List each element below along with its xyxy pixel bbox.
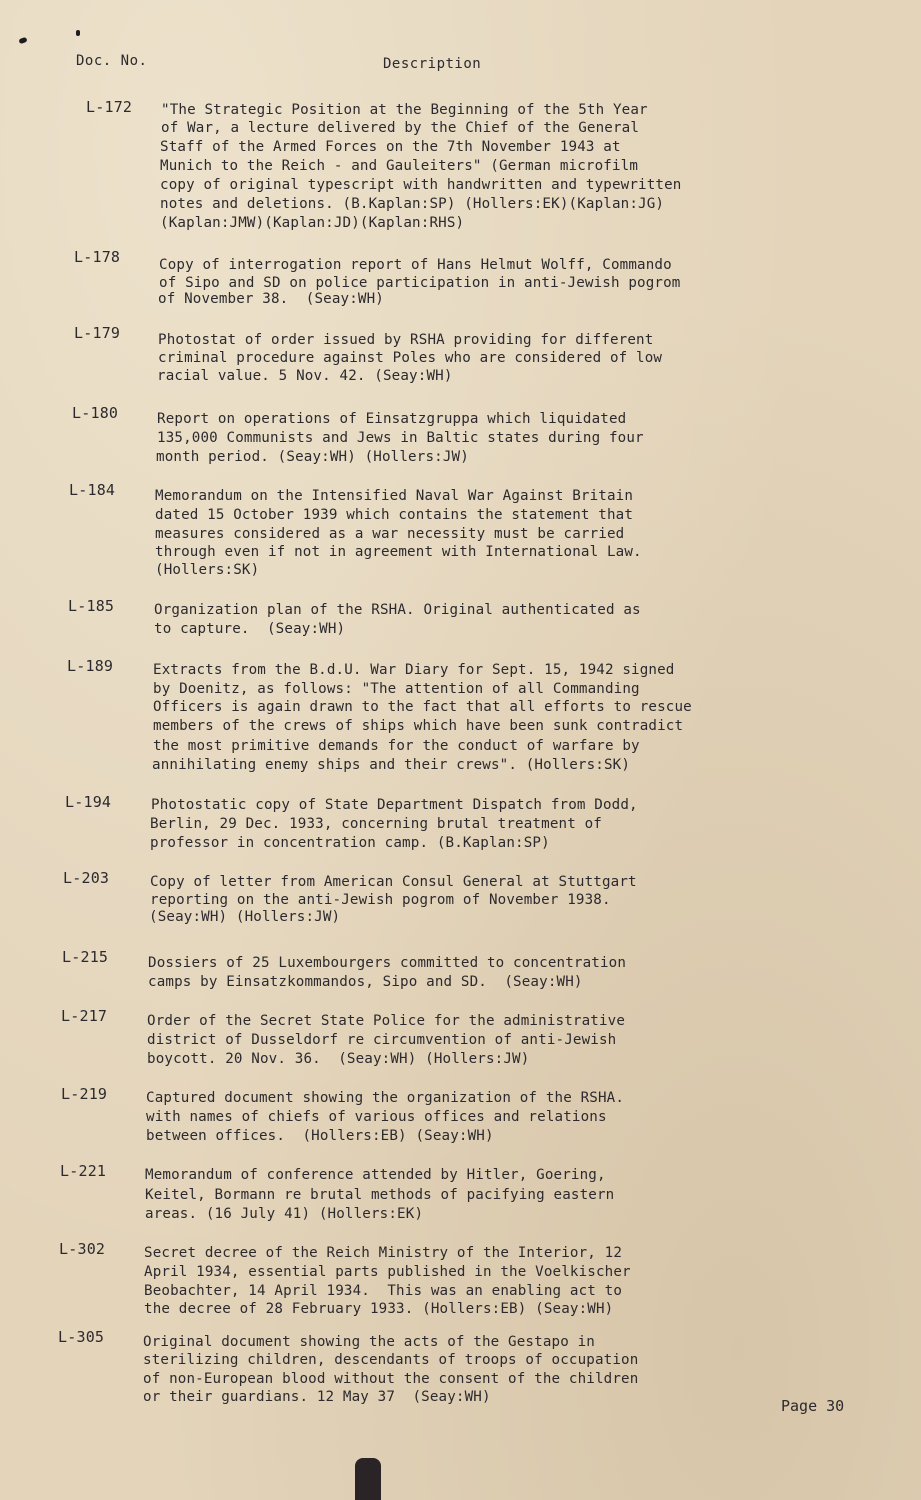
entry-line: Memorandum on the Intensified Naval War Against Britain bbox=[155, 488, 634, 504]
header-description: Description bbox=[383, 56, 482, 72]
entry-line: areas. (16 July 41) (Hollers:EK) bbox=[145, 1206, 424, 1222]
entry-line: Berlin, 29 Dec. 1933, concerning brutal treatment of bbox=[150, 816, 602, 832]
entry-line: camps by Einsatzkommandos, Sipo and SD. (Seay:WH) bbox=[148, 974, 583, 990]
entry-line: notes and deletions. (B.Kaplan:SP) (Hollers:EK)(Kaplan:JG) bbox=[160, 196, 665, 212]
doc-number: L-215 bbox=[62, 948, 109, 966]
entry-line: reporting on the anti-Jewish pogrom of November 1938. bbox=[150, 892, 611, 908]
entry-line: Officers is again drawn to the fact that all efforts to rescue bbox=[153, 699, 692, 715]
doc-number: L-219 bbox=[61, 1085, 108, 1103]
entry-line: with names of chiefs of various offices and relations bbox=[146, 1109, 607, 1125]
entry-line: annihilating enemy ships and their crews". (Hollers:SK) bbox=[152, 757, 631, 773]
entry-line: Munich to the Reich - and Gauleiters" (German microfilm bbox=[160, 158, 639, 174]
entry-line: 135,000 Communists and Jews in Baltic states during four bbox=[157, 430, 644, 446]
entry-line: (Kaplan:JMW)(Kaplan:JD)(Kaplan:RHS) bbox=[160, 215, 465, 231]
entry-line: by Doenitz, as follows: "The attention of all Commanding bbox=[153, 681, 640, 697]
doc-number: L-172 bbox=[86, 98, 133, 116]
doc-number: L-217 bbox=[61, 1007, 108, 1025]
entry-line: Order of the Secret State Police for the administrative bbox=[147, 1013, 626, 1029]
entry-line: racial value. 5 Nov. 42. (Seay:WH) bbox=[157, 368, 453, 384]
entry-line: members of the crews of ships which have been sunk contradict bbox=[153, 718, 684, 734]
page-number: Page 30 bbox=[781, 1397, 845, 1415]
entry-line: Beobachter, 14 April 1934. This was an enabling act to bbox=[144, 1283, 623, 1299]
entry-line: of non-European blood without the consent of the children bbox=[143, 1371, 639, 1387]
doc-number: L-179 bbox=[74, 324, 121, 342]
doc-number: L-180 bbox=[72, 404, 119, 422]
entry-line: to capture. (Seay:WH) bbox=[154, 621, 346, 637]
entry-line: the most primitive demands for the conduct of warfare by bbox=[153, 738, 640, 754]
entry-line: Memorandum of conference attended by Hitler, Goering, bbox=[145, 1167, 606, 1183]
entry-line: through even if not in agreement with International Law. bbox=[155, 544, 642, 560]
entry-line: copy of original typescript with handwritten and typewritten bbox=[160, 177, 682, 193]
doc-number: L-184 bbox=[69, 481, 116, 499]
entry-line: April 1934, essential parts published in the Voelkischer bbox=[144, 1264, 631, 1280]
entry-line: Keitel, Bormann re brutal methods of pacifying eastern bbox=[145, 1187, 615, 1203]
entry-line: Photostat of order issued by RSHA providing for different bbox=[158, 332, 654, 348]
entry-line: of November 38. (Seay:WH) bbox=[158, 291, 384, 307]
doc-number: L-189 bbox=[67, 657, 114, 675]
scan-mark-bottom bbox=[355, 1458, 381, 1500]
entry-line: Extracts from the B.d.U. War Diary for Sept. 15, 1942 signed bbox=[153, 662, 675, 678]
entry-line: Dossiers of 25 Luxembourgers committed to concentration bbox=[148, 955, 627, 971]
doc-number: L-178 bbox=[74, 248, 121, 266]
entry-line: Copy of interrogation report of Hans Helmut Wolff, Commando bbox=[159, 257, 672, 273]
doc-number: L-221 bbox=[60, 1162, 107, 1180]
entry-line: Photostatic copy of State Department Dispatch from Dodd, bbox=[151, 797, 638, 813]
entry-line: of War, a lecture delivered by the Chief of the General bbox=[161, 120, 640, 136]
entry-line: (Seay:WH) (Hollers:JW) bbox=[149, 909, 341, 925]
entry-line: Organization plan of the RSHA. Original authenticated as bbox=[154, 602, 641, 618]
entry-line: of Sipo and SD on police participation in anti-Jewish pogrom bbox=[159, 275, 681, 291]
doc-number: L-302 bbox=[59, 1240, 106, 1258]
entry-line: professor in concentration camp. (B.Kaplan:SP) bbox=[150, 835, 550, 851]
entry-line: Secret decree of the Reich Ministry of the Interior, 12 bbox=[144, 1245, 623, 1261]
entry-line: "The Strategic Position at the Beginning of the 5th Year bbox=[161, 102, 648, 118]
entry-line: criminal procedure against Poles who are considered of low bbox=[158, 350, 663, 366]
header-doc-no: Doc. No. bbox=[76, 53, 148, 69]
doc-number: L-305 bbox=[58, 1328, 105, 1346]
entry-line: district of Dusseldorf re circumvention of anti-Jewish bbox=[147, 1032, 617, 1048]
entry-line: month period. (Seay:WH) (Hollers:JW) bbox=[156, 449, 469, 465]
scan-mark-top bbox=[76, 30, 80, 36]
entry-line: (Hollers:SK) bbox=[155, 562, 260, 578]
entry-line: Report on operations of Einsatzgruppa which liquidated bbox=[157, 411, 627, 427]
entry-line: dated 15 October 1939 which contains the statement that bbox=[155, 507, 634, 523]
entry-line: sterilizing children, descendants of troops of occupation bbox=[143, 1352, 639, 1368]
doc-number: L-203 bbox=[63, 869, 110, 887]
entry-line: between offices. (Hollers:EB) (Seay:WH) bbox=[146, 1128, 494, 1144]
entry-line: the decree of 28 February 1933. (Hollers:EB) (Seay:WH) bbox=[144, 1301, 614, 1317]
entry-line: Original document showing the acts of the Gestapo in bbox=[143, 1334, 595, 1350]
entry-line: Copy of letter from American Consul General at Stuttgart bbox=[150, 874, 637, 890]
entry-line: Captured document showing the organization of the RSHA. bbox=[146, 1090, 625, 1106]
doc-number: L-194 bbox=[65, 793, 112, 811]
scan-mark-top-left bbox=[18, 37, 27, 44]
doc-number: L-185 bbox=[68, 597, 115, 615]
entry-line: Staff of the Armed Forces on the 7th November 1943 at bbox=[160, 139, 621, 155]
entry-line: measures considered as a war necessity must be carried bbox=[155, 526, 625, 542]
entry-line: or their guardians. 12 May 37 (Seay:WH) bbox=[143, 1389, 491, 1405]
entry-line: boycott. 20 Nov. 36. (Seay:WH) (Hollers:JW) bbox=[147, 1051, 530, 1067]
